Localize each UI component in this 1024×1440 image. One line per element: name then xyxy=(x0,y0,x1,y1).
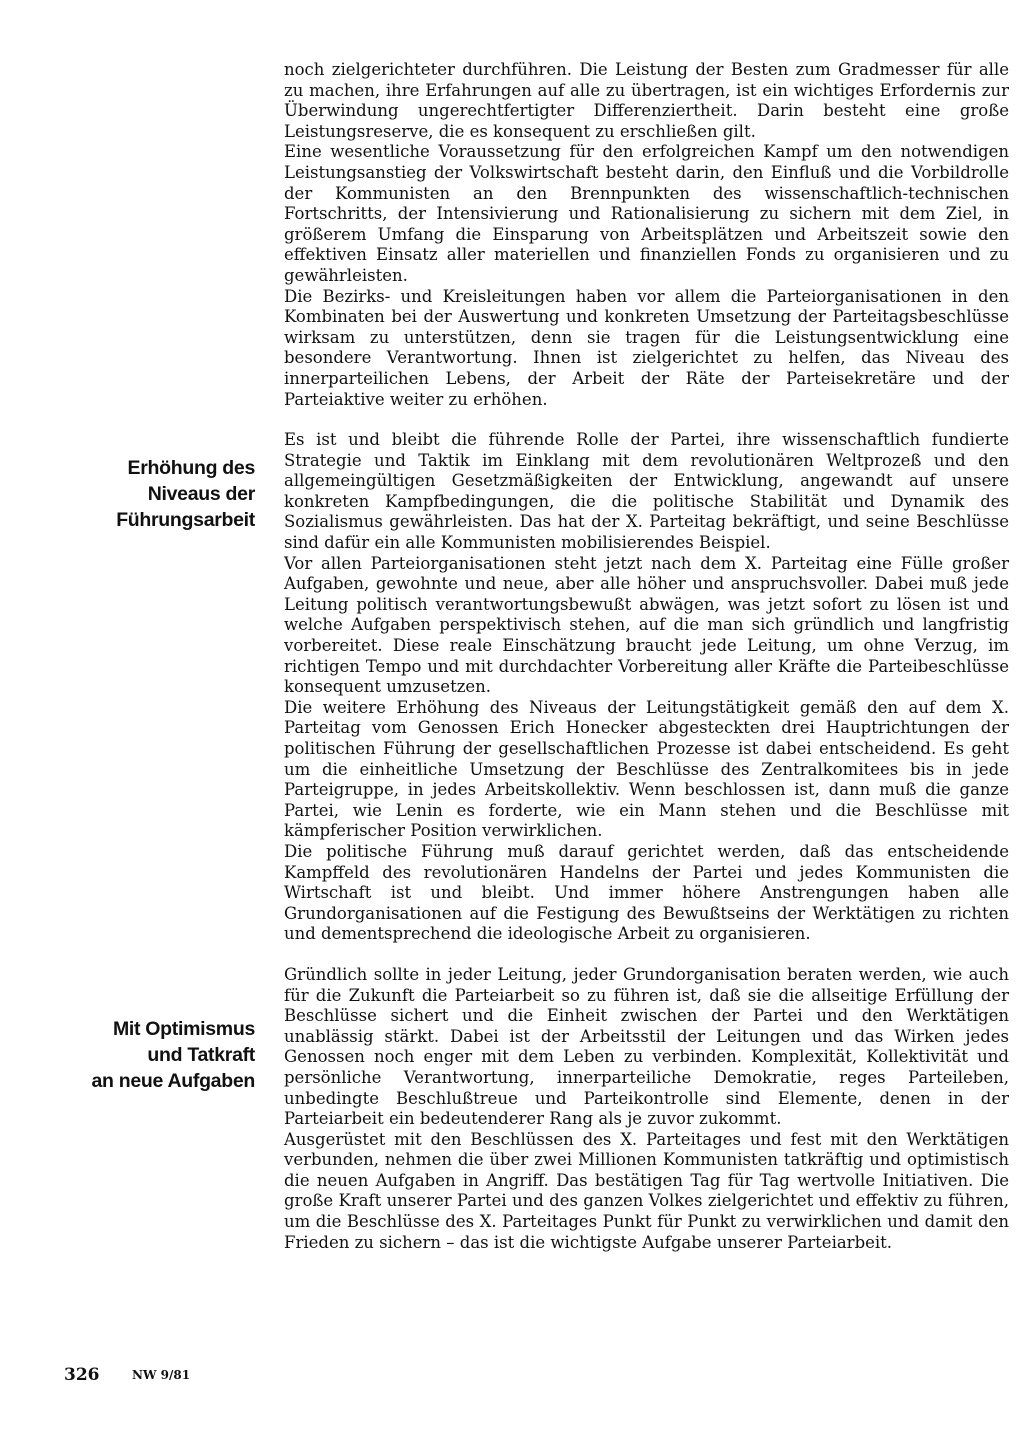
section1-heading-line-3: Führungsarbeit xyxy=(116,509,255,531)
issue-label: NW 9/81 xyxy=(132,1368,191,1382)
section2-heading xyxy=(60,1016,255,1094)
section1-heading xyxy=(60,455,255,533)
section1-heading-line-1: Erhöhung des xyxy=(127,457,255,479)
section2-paragraph-2: Ausgerüstet mit den Beschlüssen des X. Parteitages und fest mit den Werktätigen verbunden, nehmen die über zwei Millionen Kommunisten tatkräftig und optimistisch die neuen Aufgaben in Angriff. Das bestätigen Tag für Tag wertvolle Initiativen. Die große Kraft unserer Partei und des ganzen Volkes zielgerichtet und effektiv zu führen, um die Beschlüsse des X. Parteitages Punkt für Punkt zu verwirklichen und damit den Frieden zu sichern – das ist die wichtigste Aufgabe unserer Parteiarbeit. xyxy=(284,1129,1009,1252)
intro-paragraph-1: noch zielgerichteter durchführen. Die Leistung der Besten zum Gradmesser für alle zu machen, ihre Erfahrungen auf alle zu übertragen, ist ein wichtiges Erfordernis zur Überwindung ungerechtfertigter Differenziertheit. Darin besteht eine große Leistungsreserve, die es konsequent zu erschließen gilt. xyxy=(284,60,1009,141)
main-text-column xyxy=(284,60,1009,1253)
section1-paragraph-4: Die politische Führung muß darauf gerichtet werden, daß das entscheidende Kampffeld des revolutionären Handelns der Partei und jedes Kommunisten die Wirtschaft ist und bleibt. Und immer höhere Anstrengungen haben alle Grundorganisationen auf die Festigung des Bewußtseins der Werktätigen zu richten und dementsprechend die ideologische Arbeit zu organisieren. xyxy=(284,841,1009,944)
section1-heading-line-2: Niveaus der xyxy=(147,483,255,505)
section1-paragraph-3: Die weitere Erhöhung des Niveaus der Leitungstätigkeit gemäß den auf dem X. Parteitag vom Genossen Erich Honecker abgesteckten drei Hauptrichtungen der politischen Führung der gesellschaftlichen Prozesse ist dabei entscheidend. Es geht um die einheitliche Umsetzung der Beschlüsse des Zentralkomitees bis in jede Parteigruppe, in jedes Arbeitskollektiv. Wenn beschlossen ist, dann muß die ganze Partei, wie Lenin es forderte, wie ein Mann stehen und die Beschlüsse mit kämpferischer Position verwirklichen. xyxy=(284,697,1009,841)
page-number: 326 xyxy=(64,1365,100,1385)
section2-heading-line-2: und Tatkraft xyxy=(147,1044,255,1066)
section1-paragraph-2: Vor allen Parteiorganisationen steht jetzt nach dem X. Parteitag eine Fülle großer Aufgaben, gewohnte und neue, aber alle höher und anspruchsvoller. Dabei muß jede Leitung politisch verantwortungsbewußt abwägen, was jetzt sofort zu lösen ist und welche Aufgaben perspektivisch stehen, auf die man sich gründlich und langfristig vorbereitet. Diese reale Einschätzung braucht jede Leitung, um ohne Verzug, im richtigen Tempo und mit durchdachter Vorbereitung aller Kräfte die Parteibeschlüsse konsequent umzusetzen. xyxy=(284,553,1009,697)
section1-paragraph-1: Es ist und bleibt die führende Rolle der Partei, ihre wissenschaftlich fundierte Strategie und Taktik im Einklang mit dem revolutionären Weltprozeß und den allgemeingültigen Gesetzmäßigkeiten der Entwicklung, angewandt auf unsere konkreten Kampfbedingungen, die die politische Stabilität und Dynamik des Sozialismus gewährleisten. Das hat der X. Parteitag bekräftigt, und seine Beschlüsse sind dafür ein alle Kommunisten mobilisierendes Beispiel. xyxy=(284,430,1009,553)
section2-heading-line-3: an neue Aufgaben xyxy=(91,1070,255,1092)
intro-paragraph-2: Eine wesentliche Voraussetzung für den erfolgreichen Kampf um den notwendigen Leistungsanstieg der Volkswirtschaft besteht darin, den Einfluß und die Vorbildrolle der Kommunisten an den Brennpunkten des wissenschaftlich-technischen Fortschritts, der Intensivierung und Rationalisierung zu sichern mit dem Ziel, in größerem Umfang die Einsparung von Arbeitsplätzen und Arbeitszeit sowie den effektiven Einsatz aller materiellen und finanziellen Fonds zu organisieren und zu gewährleisten. xyxy=(284,142,1009,285)
section2-paragraph-1: Gründlich sollte in jeder Leitung, jeder Grundorganisation beraten werden, wie auch für die Zukunft die Parteiarbeit so zu führen ist, daß sie die allseitige Erfüllung der Beschlüsse sichert und die Einheit zwischen der Partei und den Werktätigen unablässig stärkt. Dabei ist der Arbeitsstil der Leitungen und das Wirken jedes Genossen noch enger mit dem Leben zu verbinden. Komplexität, Kollektivität und persönliche Verantwortung, innerparteiliche Demokratie, reges Parteileben, unbedingte Beschlußtreue und Parteikontrolle sind Elemente, denen in der Parteiarbeit ein bedeutenderer Rang als je zuvor zukommt. xyxy=(284,964,1009,1129)
intro-paragraph-3: Die Bezirks- und Kreisleitungen haben vor allem die Parteiorganisationen in den Kombinaten bei der Auswertung und konkreten Umsetzung der Parteitagsbeschlüsse wirksam zu unterstützen, denn sie tragen für die Leistungsentwicklung eine besondere Verantwortung. Ihnen ist zielgerichtet zu helfen, das Niveau des innerparteilichen Lebens, der Arbeit der Räte der Parteisekretäre und der Parteiaktive weiter zu erhöhen. xyxy=(284,286,1009,409)
section2-heading-line-1: Mit Optimismus xyxy=(112,1018,255,1040)
